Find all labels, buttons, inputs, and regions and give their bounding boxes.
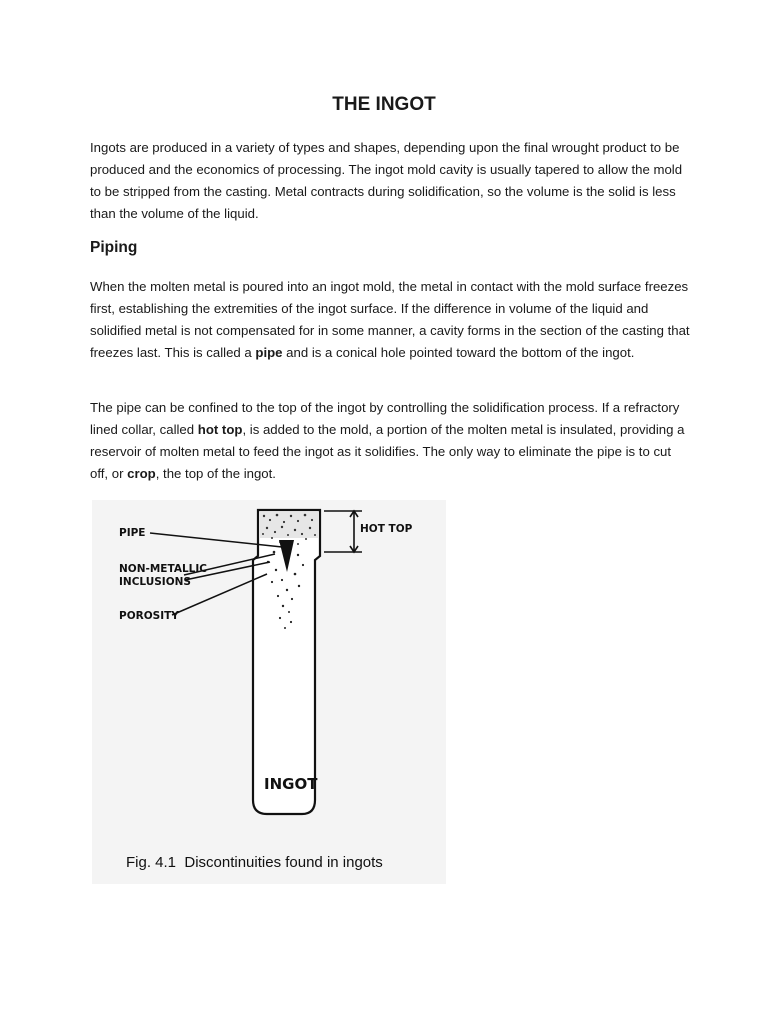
piping-paragraph-1: [90, 276, 690, 364]
label-ingot: INGOT: [264, 775, 318, 793]
term-pipe: pipe: [255, 345, 283, 360]
page-title: THE INGOT: [332, 94, 436, 115]
label-pipe: PIPE: [119, 527, 146, 539]
label-hot-top: HOT TOP: [360, 523, 413, 535]
piping-p2-text-3: , the top of the ingot.: [155, 466, 276, 481]
ingot-figure: [92, 500, 446, 884]
piping-p1-text-before: When the molten metal is poured into an ingot mold, the metal in contact with the mold surface freezes first, establishing the extremities of the ingot surface. If the difference in volume of the liquid and solidified metal is not compensated for in some manner, a cavity forms in the section of the casting that freezes last. This is called a: [90, 279, 690, 360]
piping-p2-text-2: , is added to the mold, a portion of the molten metal is insulated, providing a reservoir of molten metal to feed the ingot as it solidifies. The only way to eliminate the pipe is to cut off, or: [90, 422, 685, 481]
term-hot-top: hot top: [197, 422, 243, 437]
ingot-diagram: [92, 500, 446, 884]
label-non-metallic: NON-METALLIC: [119, 563, 207, 575]
label-porosity: POROSITY: [119, 610, 179, 622]
figure-caption: Fig. 4.1 Discontinuities found in ingots: [126, 854, 383, 871]
hot-top-dimension: [324, 511, 362, 552]
section-heading-piping: Piping: [90, 239, 138, 256]
term-crop: crop: [127, 466, 156, 481]
piping-paragraph-2: [90, 397, 690, 485]
piping-p1-text-after: and is a conical hole pointed toward the bottom of the ingot.: [282, 345, 635, 360]
intro-paragraph: Ingots are produced in a variety of types and shapes, depending upon the final wrought product to be produced and the economics of processing. The ingot mold cavity is usually tapered to allow the mold to be stripped from the casting. Metal contracts during solidification, so the volume is the solid is less than the volume of the liquid.: [90, 140, 683, 221]
piping-p2-text-1: The pipe can be confined to the top of the ingot by controlling the solidification process. If a refractory lined collar, called: [90, 400, 680, 437]
label-inclusions: INCLUSIONS: [119, 576, 191, 588]
hot-top-region: [260, 512, 318, 538]
